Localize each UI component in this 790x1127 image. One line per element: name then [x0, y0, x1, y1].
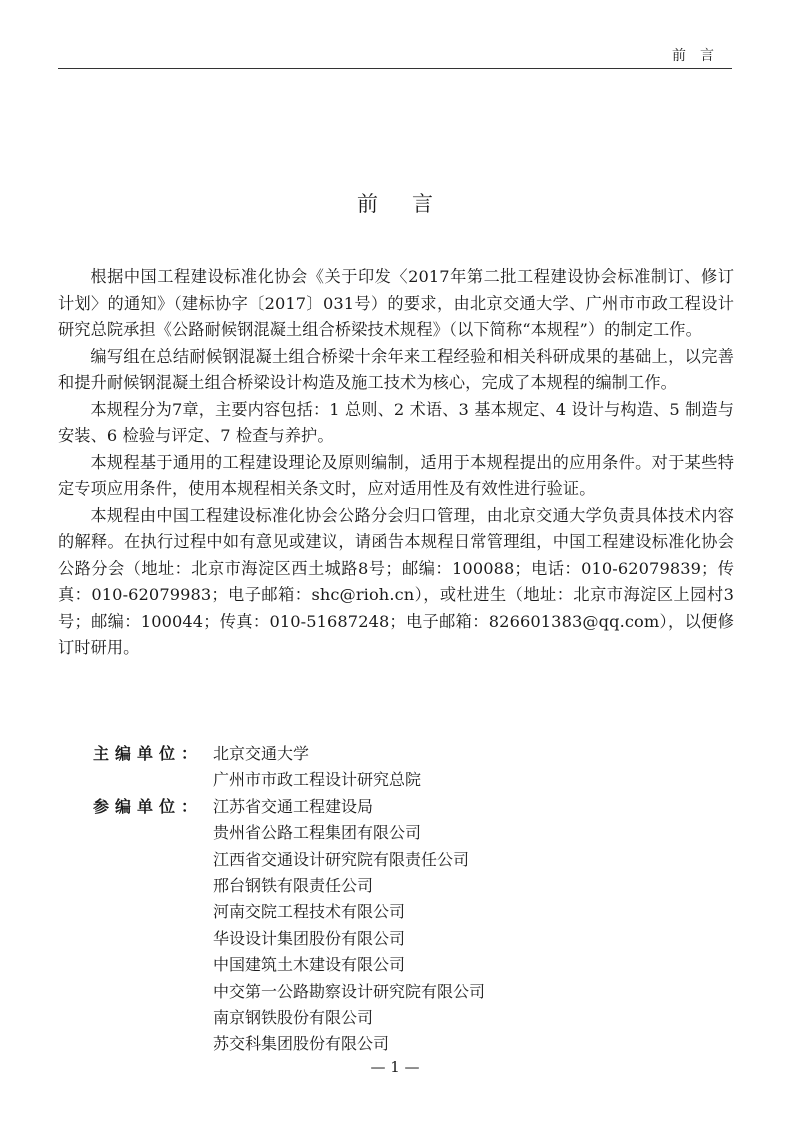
unit-name: 中国建筑土木建设有限公司: [213, 955, 406, 975]
header-rule: [58, 68, 732, 69]
unit-label-spacer: [93, 952, 213, 978]
unit-label-spacer: [93, 1005, 213, 1031]
paragraph: 本规程由中国工程建设标准化协会公路分会归口管理，由北京交通大学负责具体技术内容的解释。在执行过程中如有意见或建议，请函告本规程日常管理组，中国工程建设标准化协会公路分会（地址：北京市海淀区西土城路8号；邮编：100088；电话：010-62079839；传真：010-62079983；电子邮箱：shc@rioh.cn），或杜进生（地址：北京市海淀区上园村3号；邮编：100044；传真：010-51687248；电子邮箱：826601383@qq.com），以便修订时研用。: [58, 505, 734, 657]
unit-row: [93, 794, 485, 820]
unit-row: [93, 1005, 485, 1031]
preface-body: [58, 264, 734, 662]
running-header: 前言: [672, 48, 728, 64]
unit-label-spacer: [93, 979, 213, 1005]
page-title: 前言: [357, 192, 467, 216]
unit-name: 江苏省交通工程建设局: [213, 796, 374, 816]
unit-row: [93, 873, 485, 899]
unit-name: 南京钢铁股份有限公司: [213, 1008, 374, 1028]
unit-row: [93, 1031, 485, 1057]
unit-label-spacer: [93, 767, 213, 793]
paragraph: 本规程分为7章，主要内容包括：1 总则、2 术语、3 基本规定、4 设计与构造、5 制造与安装、6 检验与评定、7 检查与养护。: [58, 399, 734, 445]
unit-row: [93, 979, 485, 1005]
units-list: [93, 741, 485, 1058]
unit-row: [93, 899, 485, 925]
unit-label-spacer: [93, 1031, 213, 1057]
participating-units-label: 参编单位：: [93, 796, 204, 816]
unit-row: [93, 741, 485, 767]
paragraph: 本规程基于通用的工程建设理论及原则编制，适用于本规程提出的应用条件。对于某些特定专项应用条件，使用本规程相关条文时，应对适用性及有效性进行验证。: [58, 452, 734, 498]
unit-row: [93, 952, 485, 978]
unit-label-spacer: [93, 820, 213, 846]
unit-name: 北京交通大学: [213, 744, 310, 763]
unit-name: 江西省交通设计研究院有限责任公司: [213, 849, 470, 869]
unit-label-spacer: [93, 847, 213, 873]
unit-label-spacer: [93, 899, 213, 925]
unit-row: [93, 847, 485, 873]
unit-row: [93, 926, 485, 952]
unit-name: 苏交科集团股份有限公司: [213, 1034, 390, 1054]
chief-units-label: 主编单位：: [93, 744, 204, 763]
unit-name: 河南交院工程技术有限公司: [213, 902, 406, 922]
unit-name: 贵州省公路工程集团有限公司: [213, 823, 422, 843]
paragraph: 编写组在总结耐候钢混凝土组合桥梁十余年来工程经验和相关科研成果的基础上，以完善和提升耐候钢混凝土组合桥梁设计构造及施工技术为核心，完成了本规程的编制工作。: [58, 346, 734, 392]
unit-name: 华设设计集团股份有限公司: [213, 928, 406, 948]
unit-row: [93, 767, 485, 793]
paragraph: 根据中国工程建设标准化协会《关于印发〈2017年第二批工程建设协会标准制订、修订计划〉的通知》（建标协字〔2017〕031号）的要求，由北京交通大学、广州市市政工程设计研究总院承担《公路耐候钢混凝土组合桥梁技术规程》（以下简称“本规程”）的制定工作。: [58, 267, 734, 339]
page-number: — 1 —: [370, 1058, 420, 1076]
unit-name: 广州市市政工程设计研究总院: [213, 770, 422, 790]
unit-label-spacer: [93, 873, 213, 899]
unit-row: [93, 820, 485, 846]
unit-name: 中交第一公路勘察设计研究院有限公司: [213, 981, 486, 1001]
unit-label-spacer: [93, 926, 213, 952]
unit-name: 邢台钢铁有限责任公司: [213, 876, 374, 896]
